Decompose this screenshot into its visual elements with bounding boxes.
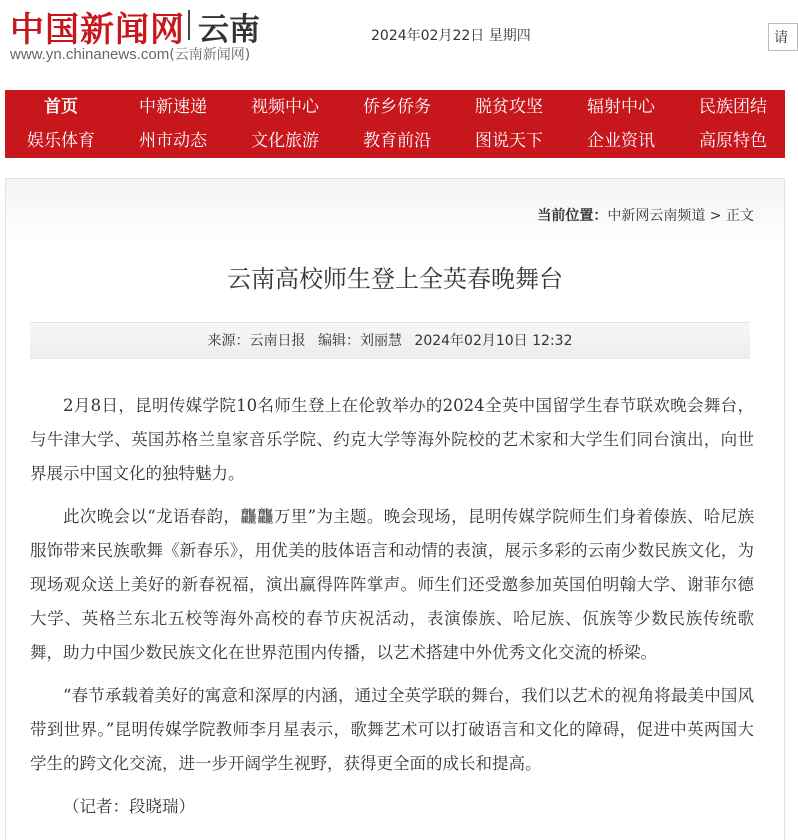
- nav-item-entertainment[interactable]: 娱乐体育: [27, 131, 95, 151]
- nav-item-prefecture[interactable]: 州市动态: [139, 131, 207, 151]
- site-url-sub: (云南新闻网): [169, 47, 251, 63]
- nav-item-business[interactable]: 企业资讯: [587, 131, 655, 151]
- nav-item-overseas[interactable]: 侨乡侨务: [363, 97, 431, 117]
- nav-item-plateau[interactable]: 高原特色: [699, 131, 767, 151]
- breadcrumb: [537, 205, 754, 225]
- nav-item-culture-travel[interactable]: 文化旅游: [251, 131, 319, 151]
- article-container: [5, 178, 785, 840]
- article-meta: [30, 322, 750, 359]
- article-source: 来源：云南日报: [207, 333, 306, 349]
- article-title: 云南高校师生登上全英春晚舞台: [227, 265, 563, 293]
- breadcrumb-label: 当前位置：: [537, 208, 608, 224]
- nav-item-photo-world[interactable]: 图说天下: [475, 131, 543, 151]
- nav-item-poverty[interactable]: 脱贫攻坚: [475, 97, 543, 117]
- site-url: [10, 44, 250, 64]
- nav-row-1: [5, 90, 785, 124]
- search-input[interactable]: 请: [768, 23, 798, 51]
- article-reporter: （记者：段晓瑞）: [63, 797, 195, 816]
- site-url-text: www.yn.chinanews.com: [10, 46, 170, 63]
- nav-item-home[interactable]: 首页: [44, 97, 78, 117]
- main-nav: [5, 90, 785, 158]
- article-body: [30, 389, 754, 833]
- article-editor: 编辑：刘丽慧: [317, 333, 402, 349]
- nav-item-education[interactable]: 教育前沿: [363, 131, 431, 151]
- breadcrumb-separator: >: [705, 208, 726, 224]
- nav-item-radiation-center[interactable]: 辐射中心: [587, 97, 655, 117]
- current-date: 2024年02月22日 星期四: [371, 28, 531, 44]
- nav-item-ethnic-unity[interactable]: 民族团结: [699, 97, 767, 117]
- nav-item-video[interactable]: 视频中心: [251, 97, 319, 117]
- breadcrumb-current: 正文: [726, 208, 754, 224]
- article-paragraph: “春节承载着美好的寓意和深厚的内涵，通过全英学联的舞台，我们以艺术的视角将最美中国风带到世界。”昆明传媒学院教师李月星表示，歌舞艺术可以打破语言和文化的障碍，促进中英两国大学生的跨文化交流，进一步开阔学生视野，获得更全面的成长和提高。: [30, 686, 754, 773]
- site-header: [0, 0, 788, 80]
- article-paragraph: 2月8日，昆明传媒学院10名师生登上在伦敦举办的2024全英中国留学生春节联欢晚会舞台，与牛津大学、英国苏格兰皇家音乐学院、约克大学等海外院校的艺术家和大学生们同台演出，向世界展示中国文化的独特魅力。: [30, 396, 754, 483]
- logo-divider: [188, 10, 190, 40]
- nav-row-2: [5, 124, 785, 158]
- article-datetime: 2024年02月10日 12:32: [414, 333, 573, 349]
- nav-item-news-express[interactable]: 中新速递: [139, 97, 207, 117]
- breadcrumb-home-link[interactable]: 中新网云南频道: [607, 208, 706, 224]
- site-logo[interactable]: 中国新闻网: [10, 10, 185, 50]
- region-logo[interactable]: 云南: [198, 12, 260, 48]
- article-paragraph: 此次晚会以“龙语春韵，龘龘万里”为主题。晚会现场，昆明传媒学院师生们身着傣族、哈尼族服饰带来民族歌舞《新春乐》，用优美的肢体语言和动情的表演，展示多彩的云南少数民族文化，为现场观众送上美好的新春祝福，演出赢得阵阵掌声。师生们还受邀参加英国伯明翰大学、谢菲尔德大学、英格兰东北五校等海外高校的春节庆祝活动，表演傣族、哈尼族、佤族等少数民族传统歌舞，助力中国少数民族文化在世界范围内传播，以艺术搭建中外优秀文化交流的桥梁。: [30, 507, 754, 662]
